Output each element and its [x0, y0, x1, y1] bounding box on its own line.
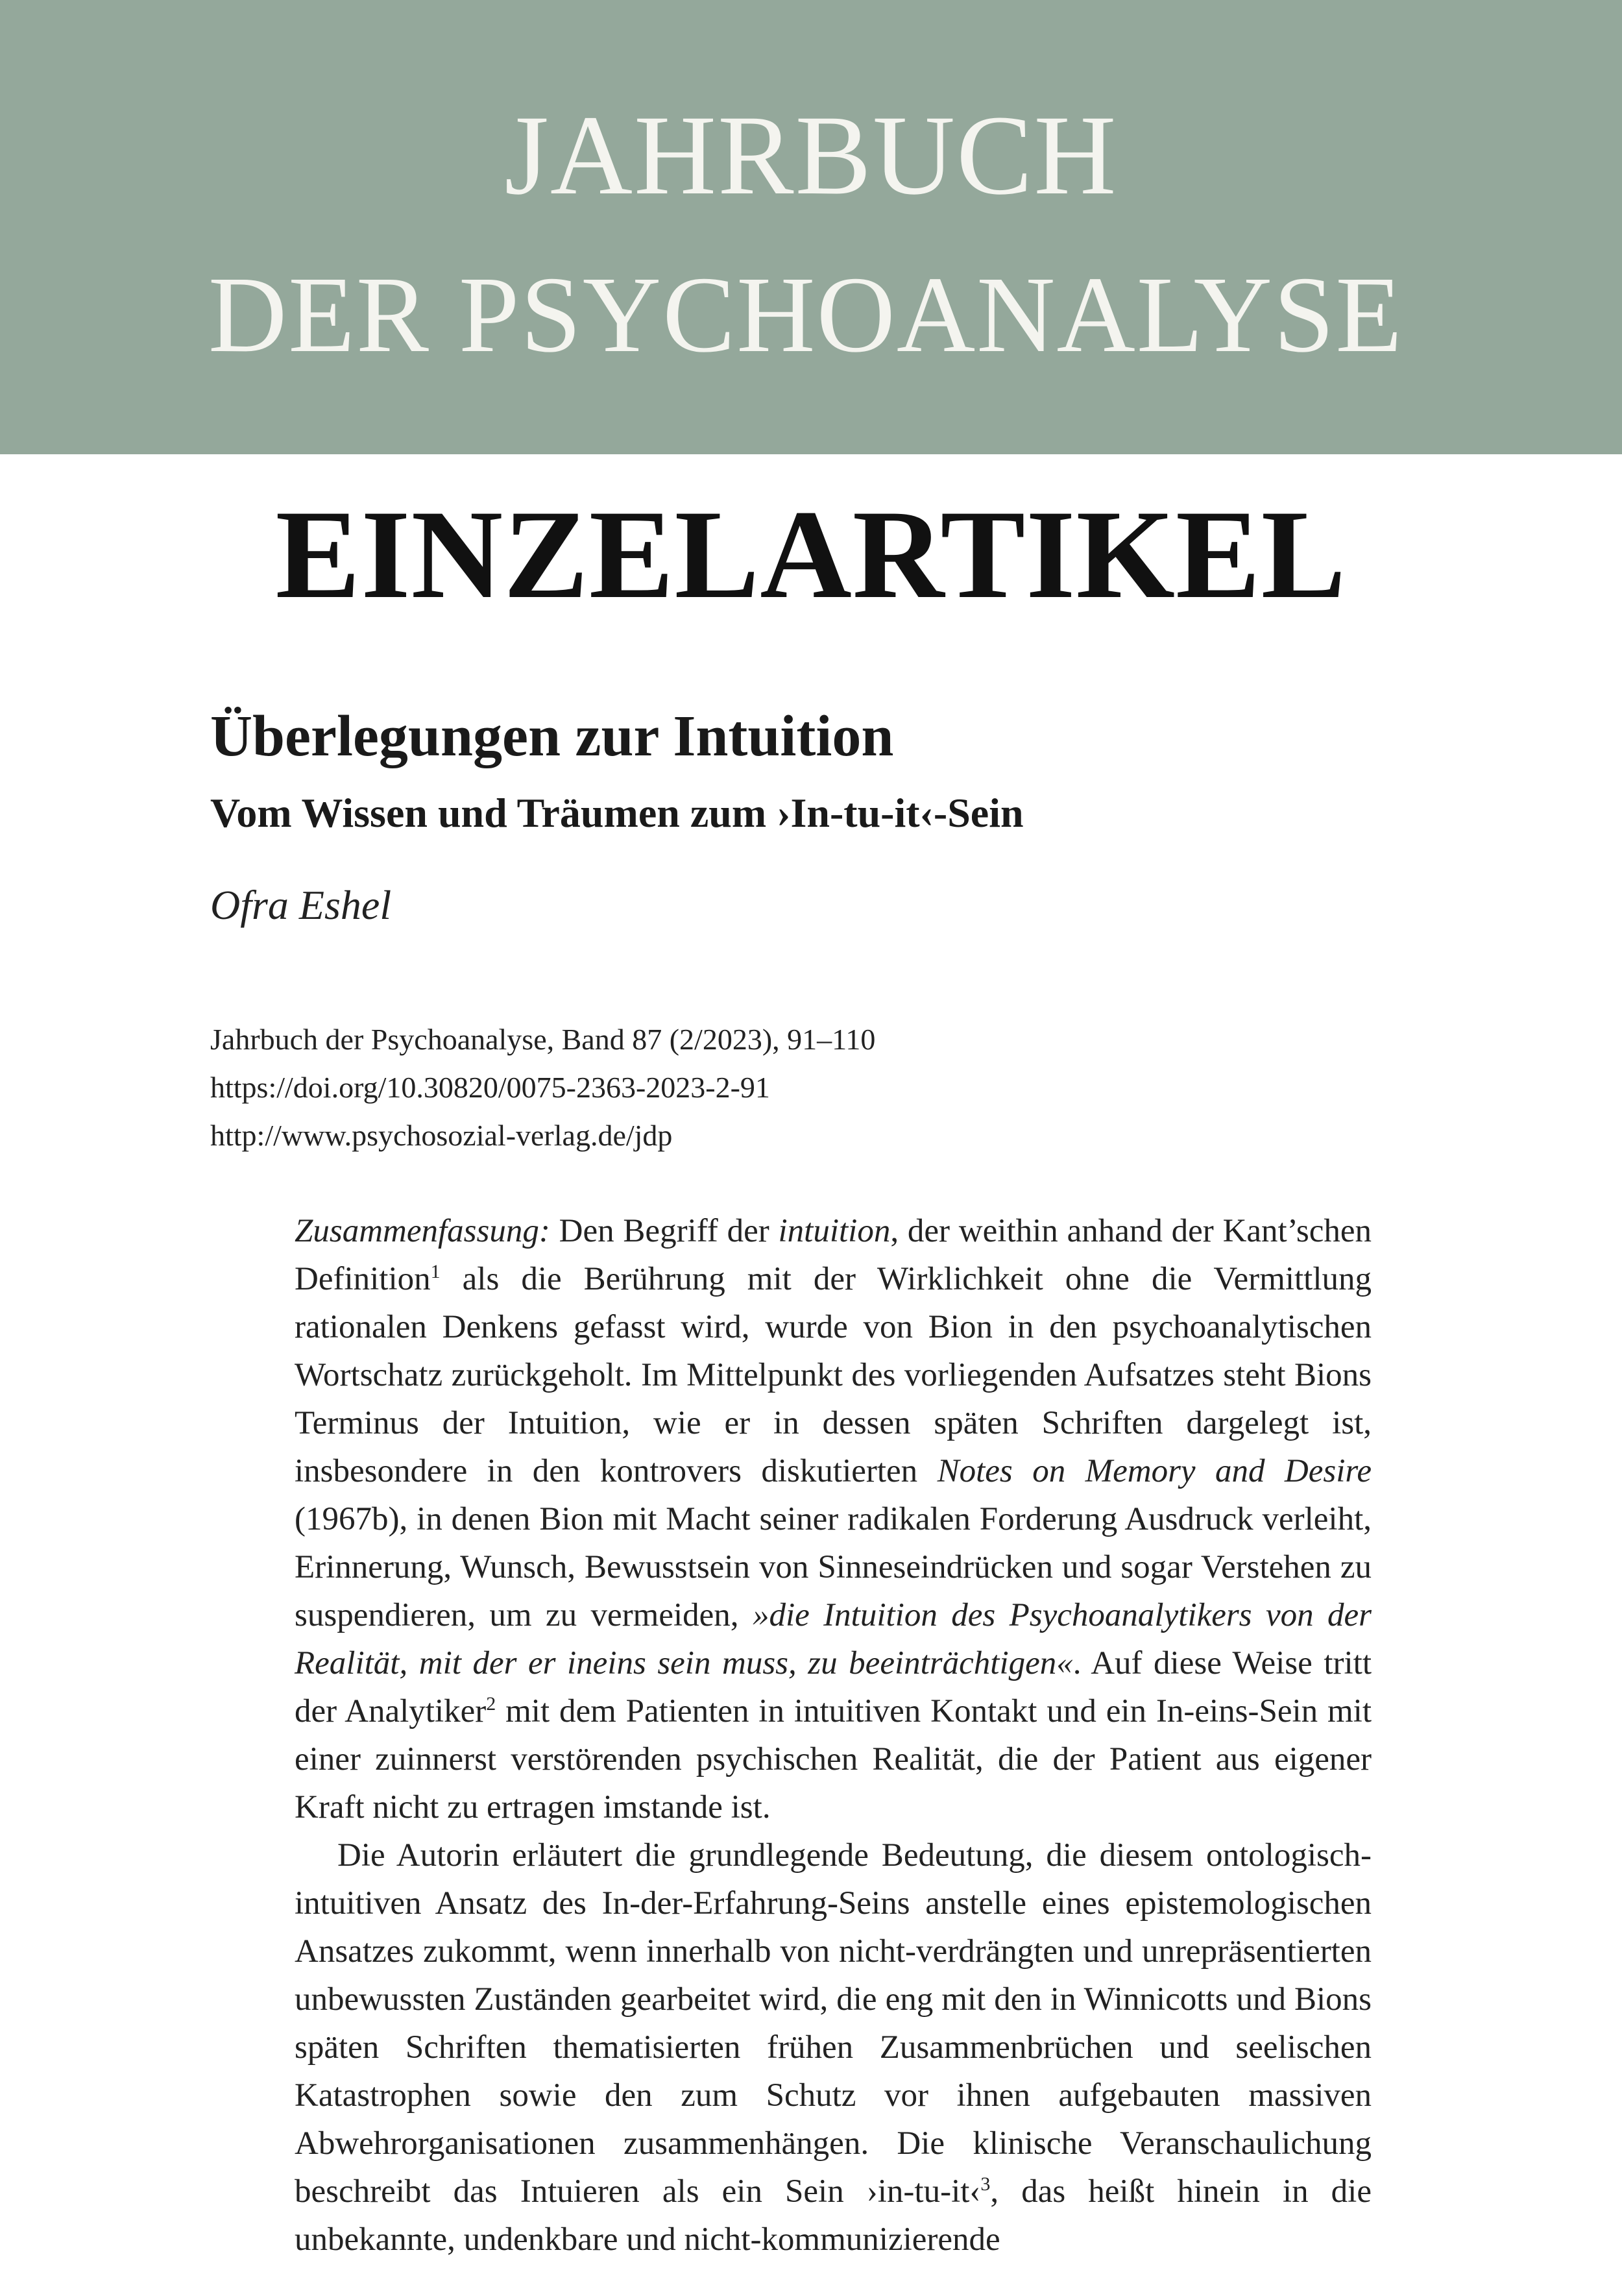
journal-header-band: [0, 0, 1622, 454]
publisher-url-link[interactable]: http://www.psychosozial-verlag.de/jdp: [210, 1119, 673, 1152]
abstract-text: Die Autorin erläutert die grundlegende Bedeutung, die diesem ontologisch-intuitiven Ansatz des In-der-Erfahrung-Seins anstelle eines epistemologischen Ansatzes zukommt, wenn innerhalb von nicht-verdrängten und unrepräsentierten unbewussten Zuständen gearbeitet wird, die eng mit den in Winnicotts und Bions späten Schriften thematisierten frühen Zusammenbrüchen und seelischen Katastrophen sowie den zum Schutz vor ihnen aufgebauten massiven Abwehrorganisationen zusammenhängen. Die klinische Veranschaulichung beschreibt das Intuieren als ein Sein ›in-tu-it‹: [295, 1837, 1372, 2210]
abstract-text: als die Berührung mit der Wirklichkeit ohne die Vermittlung rationalen Denkens gefasst wird, wurde von Bion in den psychoanalytischen Wortschatz zurückgeholt. Im Mittelpunkt des vorliegenden Aufsatzes steht Bions Terminus der Intuition, wie er in dessen späten Schriften dargelegt ist, insbesondere in den kontrovers diskutierten: [295, 1261, 1372, 1489]
citation-text: Jahrbuch der Psychoanalyse, Band 87 (2/2023), 91–110: [210, 1023, 876, 1056]
abstract-label: Zusammenfassung:: [295, 1213, 550, 1249]
article-subtitle: Vom Wissen und Träumen zum ›In-tu-it‹-Sein: [210, 790, 1024, 836]
abstract-paragraph-2: [295, 1831, 1372, 2264]
article-title: Überlegungen zur Intuition: [210, 704, 894, 768]
document-type-label: EINZELARTIKEL: [275, 484, 1347, 625]
footnote-marker[interactable]: 2: [486, 1693, 496, 1715]
abstract-text: , das heißt hinein in die unbekannte, undenkbare und nicht-kommunizierende: [295, 2173, 1372, 2258]
doi-link[interactable]: https://doi.org/10.30820/0075-2363-2023-2-91: [210, 1071, 770, 1104]
abstract-text: mit dem Patienten in intuitiven Kontakt und ein In-eins-Sein mit einer zuinnerst verstörenden psychischen Realität, die der Patient aus eigener Kraft nicht zu ertragen imstande ist.: [295, 1693, 1372, 1826]
abstract-text: (1967b), in denen Bion mit Macht seiner radikalen Forderung Ausdruck verleiht, Erinnerung, Wunsch, Bewusstsein von Sinneseindrücken und sogar Verstehen zu suspendieren, um zu vermeiden,: [295, 1501, 1372, 1633]
abstract-text: , der weithin anhand der Kant’schen Definition: [295, 1213, 1372, 1297]
journal-title-line1: JAHRBUCH: [504, 92, 1118, 219]
abstract-paragraph-1: [295, 1207, 1372, 1831]
abstract: [295, 1207, 1372, 2264]
footnote-marker[interactable]: 1: [430, 1261, 441, 1282]
abstract-text: Den Begriff der: [550, 1213, 779, 1249]
journal-title-line2: DER PSYCHOANALYSE: [208, 254, 1404, 375]
abstract-italic-quote: »die Intuition des Psychoanalytikers von der Realität, mit der er ineins sein muss, zu beeinträchtigen«: [295, 1597, 1372, 1681]
abstract-italic-term: intuition: [778, 1213, 891, 1249]
footnote-marker[interactable]: 3: [980, 2173, 991, 2195]
abstract-italic-title: Notes on Memory and Desire: [937, 1453, 1372, 1489]
citation-metadata: [210, 1016, 875, 1160]
abstract-text: . Auf diese Weise tritt der Analytiker: [295, 1645, 1372, 1729]
article-author: Ofra Eshel: [210, 882, 392, 928]
